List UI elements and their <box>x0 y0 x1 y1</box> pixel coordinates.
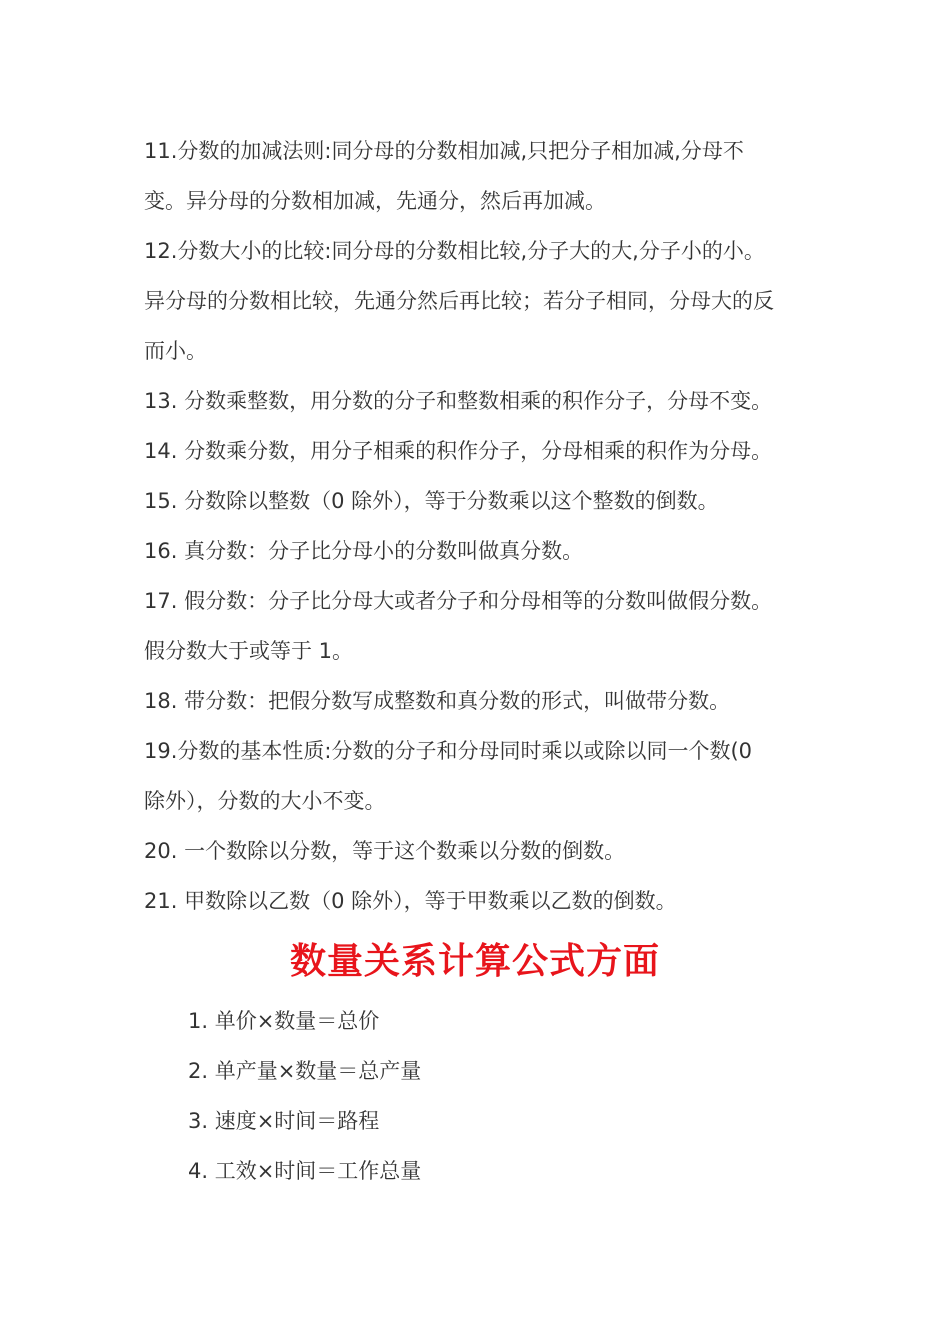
text-line: 21. 甲数除以乙数（0 除外），等于甲数乘以乙数的倒数。 <box>144 889 677 913</box>
text-line: 14. 分数乘分数，用分子相乘的积作分子，分母相乘的积作为分母。 <box>144 439 773 463</box>
text-line: 16. 真分数：分子比分母小的分数叫做真分数。 <box>144 539 584 563</box>
text-line: 而小。 <box>144 339 207 363</box>
formula-item: 1. 单价×数量＝总价 <box>188 1009 380 1033</box>
text-line: 12.分数大小的比较:同分母的分数相比较,分子大的大,分子小的小。 <box>144 239 765 263</box>
text-line: 17. 假分数：分子比分母大或者分子和分母相等的分数叫做假分数。 <box>144 589 773 613</box>
formula-item: 2. 单产量×数量＝总产量 <box>188 1059 422 1083</box>
formula-item: 3. 速度×时间＝路程 <box>188 1109 380 1133</box>
text-line: 20. 一个数除以分数，等于这个数乘以分数的倒数。 <box>144 839 626 863</box>
formula-list <box>188 996 788 1196</box>
text-line: 变。异分母的分数相加减，先通分，然后再加减。 <box>144 189 606 213</box>
text-line: 异分母的分数相比较，先通分然后再比较；若分子相同，分母大的反 <box>144 289 774 313</box>
fraction-rules-list <box>144 126 824 926</box>
text-line: 13. 分数乘整数，用分数的分子和整数相乘的积作分子，分母不变。 <box>144 389 773 413</box>
text-line: 15. 分数除以整数（0 除外），等于分数乘以这个整数的倒数。 <box>144 489 719 513</box>
text-line: 假分数大于或等于 1。 <box>144 639 354 663</box>
text-line: 18. 带分数：把假分数写成整数和真分数的形式，叫做带分数。 <box>144 689 731 713</box>
text-line: 除外），分数的大小不变。 <box>144 789 386 813</box>
section-heading: 数量关系计算公式方面 <box>289 941 660 982</box>
formula-item: 4. 工效×时间＝工作总量 <box>188 1159 422 1183</box>
text-line: 11.分数的加减法则:同分母的分数相加减,只把分子相加减,分母不 <box>144 139 744 163</box>
text-line: 19.分数的基本性质:分数的分子和分母同时乘以或除以同一个数(0 <box>144 739 753 763</box>
